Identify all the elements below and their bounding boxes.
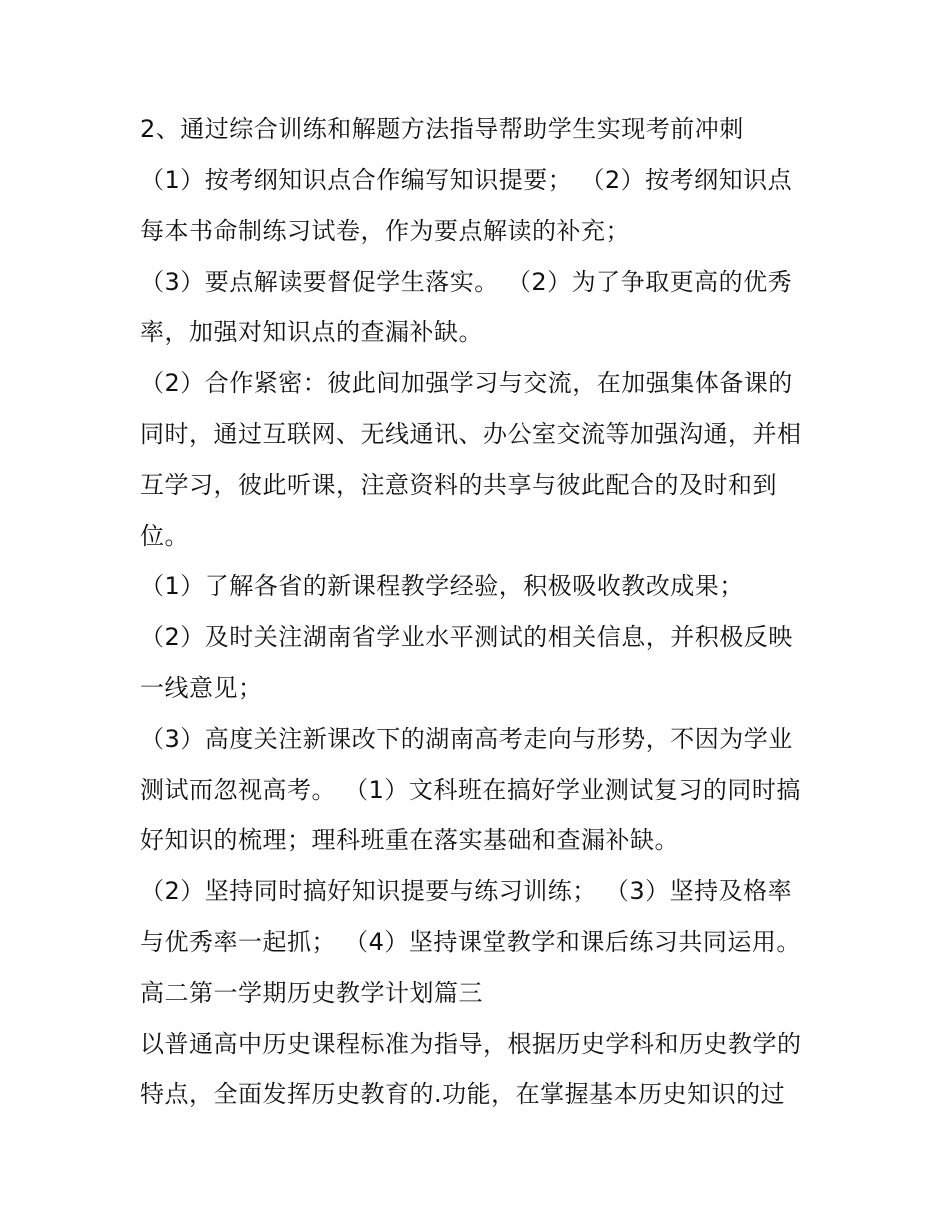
section-heading: 高二第一学期历史教学计划篇三 — [140, 979, 483, 1007]
text-line: 一线意见； — [140, 674, 263, 702]
text-line: （2）坚持同时搞好知识提要与练习训练； （3）坚持及格率 — [140, 877, 793, 905]
text-line: （3）高度关注新课改下的湖南高考走向与形势，不因为学业 — [140, 725, 793, 753]
text-line: （2）及时关注湖南省学业水平测试的相关信息，并积极反映 — [140, 623, 793, 651]
text-line: 测试而忽视高考。 （1）文科班在搞好学业测试复习的同时搞 — [140, 776, 801, 804]
text-line: 每本书命制练习试卷，作为要点解读的补充； — [140, 217, 630, 245]
text-line: 特点，全面发挥历史教育的.功能，在掌握基本历史知识的过 — [140, 1080, 786, 1108]
text-line: 以普通高中历史课程标准为指导，根据历史学科和历史教学的 — [140, 1030, 802, 1058]
text-line: （1）按考纲知识点合作编写知识提要； （2）按考纲知识点 — [140, 166, 793, 194]
text-line: 位。 — [140, 522, 189, 550]
text-line: （3）要点解读要督促学生落实。 （2）为了争取更高的优秀 — [140, 268, 793, 296]
text-line: 互学习，彼此听课，注意资料的共享与彼此配合的及时和到 — [140, 471, 777, 499]
text-line: 2、通过综合训练和解题方法指导帮助学生实现考前冲刺 — [140, 115, 744, 143]
text-line: 率，加强对知识点的查漏补缺。 — [140, 318, 483, 346]
text-line: 同时，通过互联网、无线通讯、办公室交流等加强沟通，并相 — [140, 420, 802, 448]
text-line: （2）合作紧密：彼此间加强学习与交流，在加强集体备课的 — [140, 369, 793, 397]
text-line: 与优秀率一起抓； （4）坚持课堂教学和课后练习共同运用。 — [140, 928, 801, 956]
text-line: 好知识的梳理；理科班重在落实基础和查漏补缺。 — [140, 826, 679, 854]
text-line: （1）了解各省的新课程教学经验，积极吸收教改成果； — [140, 572, 744, 600]
